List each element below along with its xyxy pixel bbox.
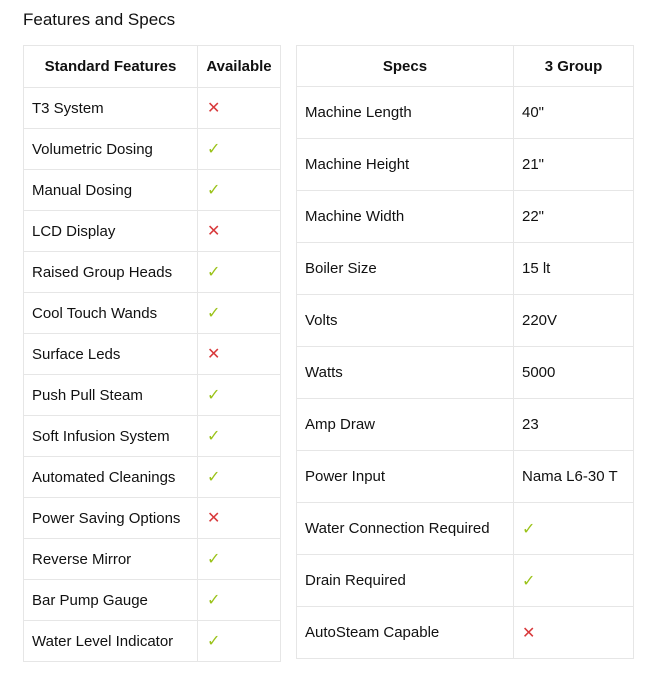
- table-row: [24, 293, 281, 334]
- check-icon: ✓: [207, 592, 221, 609]
- spec-value: Nama L6-30 T: [514, 451, 634, 503]
- feature-name: Reverse Mirror: [24, 539, 198, 580]
- table-row: [297, 399, 634, 451]
- feature-name: T3 System: [24, 88, 198, 129]
- check-icon: ✓: [207, 182, 221, 199]
- spec-name: Amp Draw: [297, 399, 514, 451]
- feature-name: Bar Pump Gauge: [24, 580, 198, 621]
- table-row: [24, 498, 281, 539]
- spec-value: 15 lt: [514, 243, 634, 295]
- table-row: [297, 243, 634, 295]
- table-row: [24, 457, 281, 498]
- feature-name: Push Pull Steam: [24, 375, 198, 416]
- feature-name: Cool Touch Wands: [24, 293, 198, 334]
- spec-value: [514, 503, 634, 555]
- spec-value: 5000: [514, 347, 634, 399]
- feature-name: Raised Group Heads: [24, 252, 198, 293]
- spec-name: Machine Length: [297, 87, 514, 139]
- spec-value: 220V: [514, 295, 634, 347]
- table-row: [297, 191, 634, 243]
- table-row: [24, 88, 281, 129]
- feature-availability: [198, 129, 281, 170]
- feature-availability: [198, 539, 281, 580]
- feature-name: Power Saving Options: [24, 498, 198, 539]
- feature-availability: [198, 457, 281, 498]
- feature-availability: [198, 621, 281, 662]
- cross-icon: ✕: [207, 346, 221, 363]
- table-row: [24, 334, 281, 375]
- table-row: [297, 87, 634, 139]
- feature-availability: [198, 580, 281, 621]
- table-row: [24, 416, 281, 457]
- check-icon: ✓: [207, 633, 221, 650]
- spec-name: Machine Width: [297, 191, 514, 243]
- feature-name: Surface Leds: [24, 334, 198, 375]
- cross-icon: ✕: [207, 100, 221, 117]
- features-header-row: [24, 46, 281, 88]
- spec-name: Drain Required: [297, 555, 514, 607]
- table-row: [24, 621, 281, 662]
- spec-value: 23: [514, 399, 634, 451]
- cross-icon: ✕: [522, 624, 536, 642]
- table-row: [24, 129, 281, 170]
- spec-name: Watts: [297, 347, 514, 399]
- check-icon: ✓: [207, 387, 221, 404]
- 3-group-header: 3 Group: [514, 46, 634, 87]
- table-row: [297, 139, 634, 191]
- feature-availability: [198, 88, 281, 129]
- table-row: [297, 607, 634, 659]
- table-row: [297, 347, 634, 399]
- feature-availability: [198, 334, 281, 375]
- spec-name: Boiler Size: [297, 243, 514, 295]
- standard-features-table: [23, 45, 281, 662]
- cross-icon: ✕: [207, 223, 221, 240]
- table-row: [24, 539, 281, 580]
- table-row: [297, 451, 634, 503]
- table-row: [24, 580, 281, 621]
- specs-header-row: [297, 46, 634, 87]
- feature-availability: [198, 375, 281, 416]
- check-icon: ✓: [207, 305, 221, 322]
- check-icon: ✓: [207, 551, 221, 568]
- feature-availability: [198, 252, 281, 293]
- feature-name: Volumetric Dosing: [24, 129, 198, 170]
- specs-header: Specs: [297, 46, 514, 87]
- check-icon: ✓: [207, 469, 221, 486]
- table-row: [297, 295, 634, 347]
- check-icon: ✓: [207, 264, 221, 281]
- page-title: Features and Specs: [23, 10, 176, 29]
- table-row: [297, 555, 634, 607]
- feature-name: Automated Cleanings: [24, 457, 198, 498]
- spec-name: AutoSteam Capable: [297, 607, 514, 659]
- check-icon: ✓: [207, 141, 221, 158]
- feature-availability: [198, 211, 281, 252]
- spec-name: Volts: [297, 295, 514, 347]
- table-row: [24, 252, 281, 293]
- spec-value: [514, 607, 634, 659]
- available-header: Available: [198, 46, 281, 88]
- check-icon: ✓: [522, 572, 536, 590]
- feature-name: Soft Infusion System: [24, 416, 198, 457]
- spec-name: Water Connection Required: [297, 503, 514, 555]
- table-row: [297, 503, 634, 555]
- specs-table: [296, 45, 634, 659]
- spec-value: 21": [514, 139, 634, 191]
- feature-name: Manual Dosing: [24, 170, 198, 211]
- spec-value: 22": [514, 191, 634, 243]
- spec-value: [514, 555, 634, 607]
- feature-availability: [198, 293, 281, 334]
- feature-availability: [198, 416, 281, 457]
- feature-name: LCD Display: [24, 211, 198, 252]
- check-icon: ✓: [207, 428, 221, 445]
- spec-name: Power Input: [297, 451, 514, 503]
- table-row: [24, 375, 281, 416]
- check-icon: ✓: [522, 520, 536, 538]
- standard-features-header: Standard Features: [24, 46, 198, 88]
- spec-name: Machine Height: [297, 139, 514, 191]
- cross-icon: ✕: [207, 510, 221, 527]
- spec-value: 40": [514, 87, 634, 139]
- feature-availability: [198, 498, 281, 539]
- table-row: [24, 211, 281, 252]
- feature-availability: [198, 170, 281, 211]
- table-row: [24, 170, 281, 211]
- feature-name: Water Level Indicator: [24, 621, 198, 662]
